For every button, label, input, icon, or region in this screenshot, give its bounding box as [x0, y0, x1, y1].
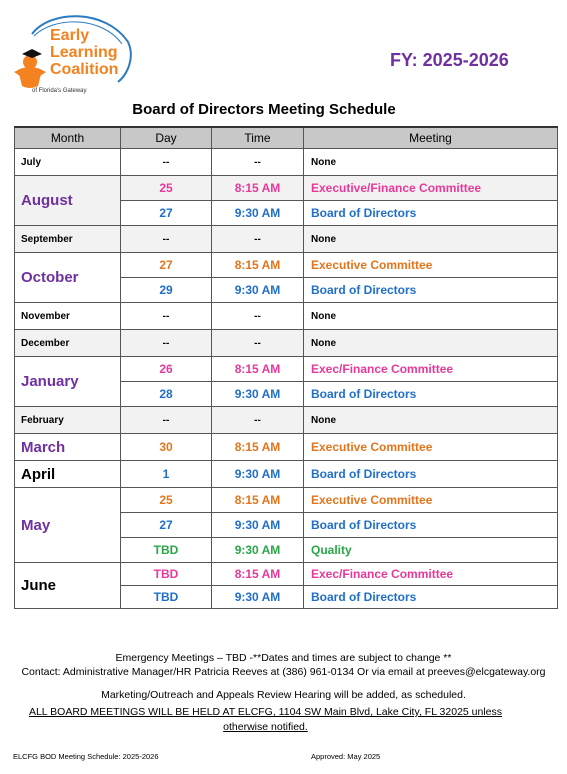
meeting-cell: Exec/Finance Committee: [304, 563, 558, 586]
time-cell: 8:15 AM: [212, 563, 304, 586]
table-header-row: [15, 127, 558, 149]
time-cell: --: [212, 330, 304, 357]
time-cell: --: [212, 149, 304, 176]
meeting-schedule-table: [14, 126, 558, 609]
day-cell: 1: [121, 461, 212, 488]
meeting-cell: Executive Committee: [304, 253, 558, 278]
month-cell: December: [15, 330, 121, 357]
day-cell: TBD: [121, 586, 212, 609]
meeting-cell: None: [304, 407, 558, 434]
day-cell: 25: [121, 176, 212, 201]
header-time: Time: [212, 127, 304, 149]
meeting-cell: None: [304, 330, 558, 357]
meeting-cell: Executive/Finance Committee: [304, 176, 558, 201]
meeting-cell: None: [304, 303, 558, 330]
meeting-cell: Board of Directors: [304, 382, 558, 407]
month-cell: August: [15, 176, 121, 226]
approval-date: Approved: May 2025: [311, 752, 381, 761]
meeting-cell: None: [304, 149, 558, 176]
contact-info: Contact: Administrative Manager/HR Patricia Reeves at (386) 961-0134 Or via email at preeves@elcgateway.org: [21, 666, 546, 678]
day-cell: TBD: [121, 563, 212, 586]
meeting-cell: Exec/Finance Committee: [304, 357, 558, 382]
table-row-october-1: [15, 253, 558, 278]
day-cell: 27: [121, 513, 212, 538]
time-cell: 9:30 AM: [212, 382, 304, 407]
location-notice: ALL BOARD MEETINGS WILL BE HELD AT ELCFG, 1104 SW Main Blvd, Lake City, FL 32025 unless: [28, 706, 503, 718]
time-cell: --: [212, 407, 304, 434]
logo-line-1: Early: [50, 27, 90, 44]
meeting-cell: Board of Directors: [304, 201, 558, 226]
time-cell: 9:30 AM: [212, 201, 304, 226]
day-cell: 30: [121, 434, 212, 461]
month-cell: November: [15, 303, 121, 330]
time-cell: 9:30 AM: [212, 461, 304, 488]
month-cell: October: [15, 253, 121, 303]
table-row-november: [15, 303, 558, 330]
time-cell: 9:30 AM: [212, 586, 304, 609]
header-day: Day: [121, 127, 212, 149]
meeting-cell: Board of Directors: [304, 586, 558, 609]
day-cell: 27: [121, 201, 212, 226]
logo-line-2: Learning: [50, 44, 118, 61]
table-row-march: [15, 434, 558, 461]
month-cell: July: [15, 149, 121, 176]
month-cell: May: [15, 488, 121, 563]
month-cell: March: [15, 434, 121, 461]
table-row-july: [15, 149, 558, 176]
time-cell: 8:15 AM: [212, 357, 304, 382]
time-cell: 9:30 AM: [212, 278, 304, 303]
time-cell: 8:15 AM: [212, 253, 304, 278]
meeting-cell: Executive Committee: [304, 434, 558, 461]
page-title: Board of Directors Meeting Schedule: [132, 101, 396, 118]
logo-wordmark: [50, 27, 118, 78]
meeting-cell: Quality: [304, 538, 558, 563]
header-meeting: Meeting: [304, 127, 558, 149]
document-footer-left: ELCFG BOD Meeting Schedule: 2025-2026: [13, 752, 159, 761]
marketing-note: Marketing/Outreach and Appeals Review Hearing will be added, as scheduled.: [101, 689, 466, 701]
table-row-may-1: [15, 488, 558, 513]
day-cell: --: [121, 226, 212, 253]
fiscal-year-label: FY: 2025-2026: [390, 50, 509, 70]
month-cell: January: [15, 357, 121, 407]
time-cell: 9:30 AM: [212, 513, 304, 538]
meeting-cell: Executive Committee: [304, 488, 558, 513]
table-row-august-1: [15, 176, 558, 201]
location-notice-cont: otherwise notified.: [223, 721, 308, 733]
time-cell: 9:30 AM: [212, 538, 304, 563]
meeting-cell: Board of Directors: [304, 513, 558, 538]
time-cell: --: [212, 226, 304, 253]
meeting-cell: Board of Directors: [304, 278, 558, 303]
emergency-meetings-note: Emergency Meetings – TBD -**Dates and times are subject to change **: [115, 652, 452, 664]
day-cell: --: [121, 149, 212, 176]
header-month: Month: [15, 127, 121, 149]
table-row-december: [15, 330, 558, 357]
day-cell: 27: [121, 253, 212, 278]
logo-line-3: Coalition: [50, 61, 119, 78]
time-cell: 8:15 AM: [212, 434, 304, 461]
month-cell: June: [15, 563, 121, 609]
table-row-june-1: [15, 563, 558, 586]
logo-subtitle: of Florida's Gateway: [32, 88, 87, 94]
day-cell: --: [121, 303, 212, 330]
day-cell: 26: [121, 357, 212, 382]
table-row-april: [15, 461, 558, 488]
month-cell: April: [15, 461, 121, 488]
day-cell: 28: [121, 382, 212, 407]
time-cell: 8:15 AM: [212, 488, 304, 513]
meeting-cell: None: [304, 226, 558, 253]
time-cell: --: [212, 303, 304, 330]
month-cell: September: [15, 226, 121, 253]
day-cell: --: [121, 330, 212, 357]
table-row-january-1: [15, 357, 558, 382]
month-cell: February: [15, 407, 121, 434]
day-cell: --: [121, 407, 212, 434]
table-row-february: [15, 407, 558, 434]
day-cell: 25: [121, 488, 212, 513]
meeting-cell: Board of Directors: [304, 461, 558, 488]
time-cell: 8:15 AM: [212, 176, 304, 201]
day-cell: TBD: [121, 538, 212, 563]
table-row-september: [15, 226, 558, 253]
day-cell: 29: [121, 278, 212, 303]
